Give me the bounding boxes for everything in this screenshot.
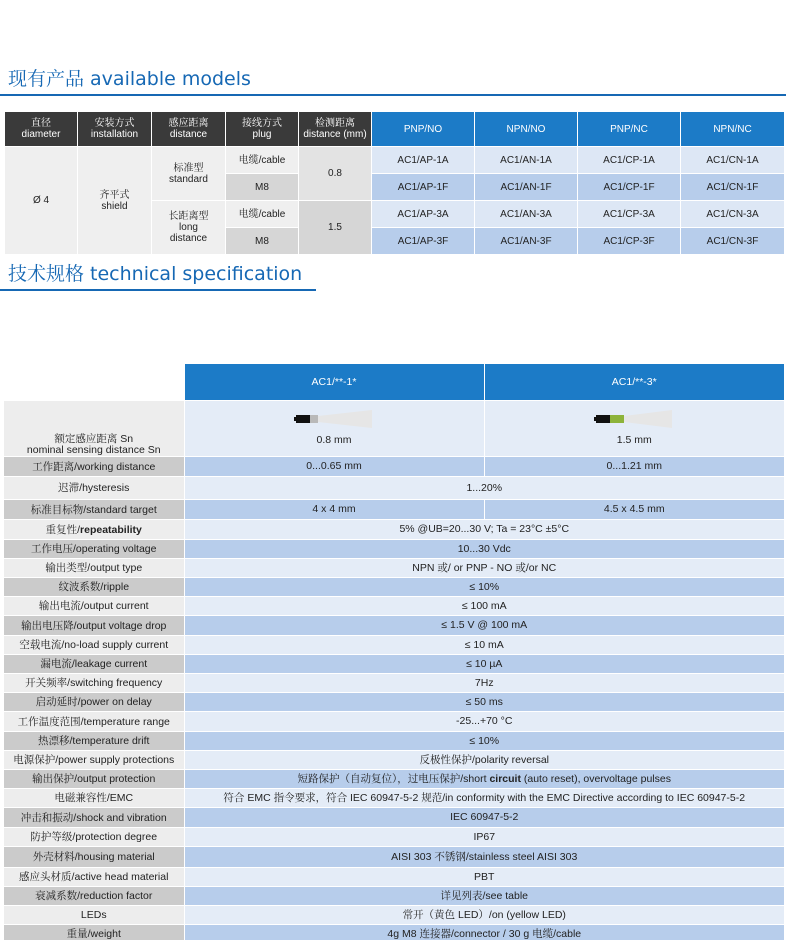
spec-label-text: 重复性/ xyxy=(45,523,81,536)
spec-label: 漏电流/leakage current xyxy=(4,654,184,673)
installation-cell: 齐平式 shield xyxy=(78,147,152,255)
model-cell: AC1/AP-3F xyxy=(372,228,475,255)
table-row xyxy=(4,807,784,827)
spec-label: 标准目标物/standard target xyxy=(4,499,184,519)
table-row xyxy=(4,827,784,846)
distance-type-cell: 长距离型 long distance xyxy=(152,201,226,255)
header-npn-no: NPN/NO xyxy=(475,112,578,147)
table-row xyxy=(4,654,784,673)
spec-label: 重量/weight xyxy=(4,924,184,940)
detect-distance-cell: 0.8 xyxy=(299,147,372,201)
spec-value: NPN 或/ or PNP - NO 或/or NC xyxy=(184,558,784,577)
spec-header-col1: AC1/**-1* xyxy=(184,364,484,400)
table-row xyxy=(4,924,784,940)
spec-value: 10...30 Vdc xyxy=(184,539,784,558)
spec-value: PBT xyxy=(184,867,784,886)
spec-value: ≤ 50 ms xyxy=(184,692,784,711)
spec-value: ≤ 10 mA xyxy=(184,635,784,654)
spec-label: 衰减系数/reduction factor xyxy=(4,886,184,905)
table-row xyxy=(4,519,784,539)
spec-label: 迟滞/hysteresis xyxy=(4,476,184,499)
table-row xyxy=(4,692,784,711)
section-rule xyxy=(0,94,786,96)
table-row xyxy=(4,615,784,635)
spec-value: 4g M8 连接器/connector / 30 g 电缆/cable xyxy=(184,924,784,940)
spec-value-text: (auto reset), overvoltage pulses xyxy=(520,773,671,785)
sensing-value: 0.8 mm xyxy=(316,434,352,446)
spec-label: 防护等级/protection degree xyxy=(4,827,184,846)
model-cell: AC1/CP-1A xyxy=(578,147,681,174)
spec-label: 输出保护/output protection xyxy=(4,769,184,788)
header-plug: 接线方式 plug xyxy=(226,112,299,147)
spec-value: AISI 303 不锈钢/stainless steel AISI 303 xyxy=(184,846,784,867)
spec-label: 电源保护/power supply protections xyxy=(4,750,184,769)
table-row xyxy=(4,867,784,886)
spec-value: 常开（黄色 LED）/on (yellow LED) xyxy=(184,905,784,924)
spec-label: LEDs xyxy=(4,905,184,924)
spec-label: 输出电压降/output voltage drop xyxy=(4,615,184,635)
spec-label: 电磁兼容性/EMC xyxy=(4,788,184,807)
spec-value: 符合 EMC 指令要求，符合 IEC 60947-5-2 规范/in conformity with the EMC Directive according to IEC 60947-5-2 xyxy=(184,788,784,807)
spec-value: 4 x 4 mm xyxy=(184,499,484,519)
diameter-cell: Ø 4 xyxy=(5,147,78,255)
table-row xyxy=(4,905,784,924)
table-row xyxy=(4,577,784,596)
table-row xyxy=(4,400,784,456)
model-cell: AC1/CN-1F xyxy=(681,174,785,201)
model-cell: AC1/CP-3A xyxy=(578,201,681,228)
sensor-diagram-icon xyxy=(594,410,674,428)
spec-label-bold: repeatability xyxy=(80,523,142,536)
sensor-diagram-icon xyxy=(294,410,374,428)
spec-value: 4.5 x 4.5 mm xyxy=(484,499,784,519)
spec-value: 0...1.21 mm xyxy=(484,456,784,476)
spec-value: 反极性保护/polarity reversal xyxy=(184,750,784,769)
model-cell: AC1/CP-3F xyxy=(578,228,681,255)
spec-value: IP67 xyxy=(184,827,784,846)
section-title-technical-specification: 技术规格 technical specification xyxy=(8,263,303,285)
model-cell: AC1/CP-1F xyxy=(578,174,681,201)
table-row xyxy=(4,635,784,654)
section-title-available-models: 现有产品 available models xyxy=(8,68,251,90)
model-cell: AC1/CN-3A xyxy=(681,201,785,228)
spec-value: 详见列表/see table xyxy=(184,886,784,905)
model-cell: AC1/AN-3F xyxy=(475,228,578,255)
model-cell: AC1/AP-1F xyxy=(372,174,475,201)
table-row xyxy=(4,499,784,519)
spec-label: 额定感应距离 Sn nominal sensing distance Sn xyxy=(4,400,184,456)
table-row xyxy=(4,539,784,558)
spec-header-col2: AC1/**-3* xyxy=(484,364,784,400)
spec-value: ≤ 10% xyxy=(184,577,784,596)
table-row xyxy=(4,711,784,731)
model-cell: AC1/AN-3A xyxy=(475,201,578,228)
table-row xyxy=(4,788,784,807)
table-row xyxy=(4,596,784,615)
spec-value: ≤ 100 mA xyxy=(184,596,784,615)
sensing-cell-2 xyxy=(484,400,784,456)
sensing-value: 1.5 mm xyxy=(616,434,652,446)
spec-value: ≤ 10 µA xyxy=(184,654,784,673)
spec-value-text: 短路保护（自动复位），过电压保护/short xyxy=(297,773,490,785)
table-row xyxy=(4,750,784,769)
spec-label: 外壳材料/housing material xyxy=(4,846,184,867)
spec-label: 感应头材质/active head material xyxy=(4,867,184,886)
spec-value: 1...20% xyxy=(184,476,784,499)
spec-label: 输出电流/output current xyxy=(4,596,184,615)
model-cell: AC1/CN-3F xyxy=(681,228,785,255)
spec-label: 空载电流/no-load supply current xyxy=(4,635,184,654)
table-row xyxy=(4,558,784,577)
header-pnp-no: PNP/NO xyxy=(372,112,475,147)
spec-label xyxy=(4,519,184,539)
header-detect-distance: 检测距离 distance (mm) xyxy=(299,112,372,147)
table-row xyxy=(4,731,784,750)
table-row xyxy=(5,147,785,174)
spec-value: 0...0.65 mm xyxy=(184,456,484,476)
model-cell: AC1/AN-1A xyxy=(475,147,578,174)
spec-value: IEC 60947-5-2 xyxy=(184,807,784,827)
spec-table xyxy=(4,364,784,940)
header-npn-nc: NPN/NC xyxy=(681,112,785,147)
spec-label: 工作温度范围/temperature range xyxy=(4,711,184,731)
spec-label: 冲击和振动/shock and vibration xyxy=(4,807,184,827)
model-cell: AC1/AP-1A xyxy=(372,147,475,174)
spec-label: 输出类型/output type xyxy=(4,558,184,577)
plug-cell: M8 xyxy=(226,174,299,201)
spec-label: 工作距离/working distance xyxy=(4,456,184,476)
spec-value: -25...+70 °C xyxy=(184,711,784,731)
spec-label: 纹波系数/ripple xyxy=(4,577,184,596)
header-pnp-nc: PNP/NC xyxy=(578,112,681,147)
spec-value-text: circuit xyxy=(489,773,521,785)
spec-label: 启动延时/power on delay xyxy=(4,692,184,711)
section-rule xyxy=(0,289,316,291)
model-cell: AC1/AP-3A xyxy=(372,201,475,228)
sensing-cell-1 xyxy=(184,400,484,456)
plug-cell: M8 xyxy=(226,228,299,255)
plug-cell: 电缆/cable xyxy=(226,201,299,228)
table-row xyxy=(4,769,784,788)
table-row xyxy=(4,886,784,905)
models-table xyxy=(4,111,785,255)
model-cell: AC1/CN-1A xyxy=(681,147,785,174)
model-cell: AC1/AN-1F xyxy=(475,174,578,201)
spec-value xyxy=(184,769,784,788)
spec-label: 开关频率/switching frequency xyxy=(4,673,184,692)
spec-value: 7Hz xyxy=(184,673,784,692)
table-row xyxy=(4,456,784,476)
plug-cell: 电缆/cable xyxy=(226,147,299,174)
spec-value: 5% @UB=20...30 V; Ta = 23°C ±5°C xyxy=(184,519,784,539)
spec-label: 热漂移/temperature drift xyxy=(4,731,184,750)
table-row xyxy=(4,476,784,499)
header-diameter: 直径 diameter xyxy=(5,112,78,147)
spec-header-blank xyxy=(4,364,184,400)
spec-value: ≤ 1.5 V @ 100 mA xyxy=(184,615,784,635)
distance-type-cell: 标准型 standard xyxy=(152,147,226,201)
detect-distance-cell: 1.5 xyxy=(299,201,372,255)
header-installation: 安装方式 installation xyxy=(78,112,152,147)
spec-label: 工作电压/operating voltage xyxy=(4,539,184,558)
table-row xyxy=(4,846,784,867)
header-distance: 感应距离 distance xyxy=(152,112,226,147)
table-row xyxy=(4,673,784,692)
models-header-row xyxy=(5,112,785,147)
spec-header-row xyxy=(4,364,784,400)
spec-value: ≤ 10% xyxy=(184,731,784,750)
